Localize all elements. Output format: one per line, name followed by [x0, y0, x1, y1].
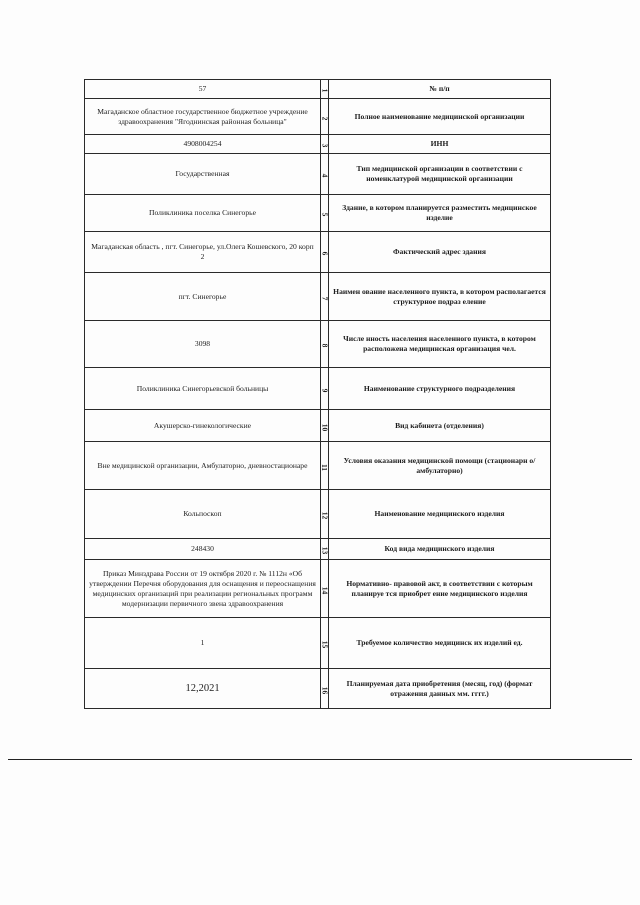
- value-cell: Государственная: [85, 154, 321, 195]
- label-cell: Полное наименование медицинской организации: [329, 99, 551, 135]
- value-cell: 3098: [85, 321, 321, 368]
- table-row: [85, 135, 551, 154]
- row-number: 3: [320, 143, 329, 148]
- label-cell: Код вида медицинского изделия: [329, 539, 551, 560]
- row-number: 5: [320, 212, 329, 217]
- row-number: 7: [320, 296, 329, 300]
- label-cell: Вид кабинета (отделения): [329, 410, 551, 442]
- value-cell: 57: [85, 80, 321, 99]
- label-cell: Требуемое количество медицинск их изделий ед.: [329, 618, 551, 669]
- row-number: 2: [320, 116, 329, 120]
- label-cell: Нормативно- правовой акт, в соответствии с которым планируе тся приобрет ение медицинского изделия: [329, 560, 551, 618]
- label-cell: Тип медицинской организации в соответствии с номенклатурой медицинской организации: [329, 154, 551, 195]
- value-cell: Вне медицинской организации, Амбулаторно, дневностационаре: [85, 442, 321, 490]
- value-cell: 12,2021: [85, 669, 321, 709]
- row-number: 8: [320, 343, 329, 348]
- table-row: [85, 442, 551, 490]
- table-row: [85, 539, 551, 560]
- value-cell: Приказ Минздрава России от 19 октября 2020 г. № 1112н «Об утверждении Перечня оборудования для оснащения и переоснащения медицинских организаций при реализации региональных программ модернизации первичного звена здравоохранения: [85, 560, 321, 618]
- row-number: 10: [320, 423, 330, 431]
- table-row: [85, 321, 551, 368]
- table-row: [85, 195, 551, 232]
- label-cell: № п/п: [329, 80, 551, 99]
- row-number: 6: [320, 251, 329, 256]
- table-row: [85, 232, 551, 273]
- value-cell: Магаданская область , пгт. Синегорье, ул.Олега Кошевского, 20 корп 2: [85, 232, 321, 273]
- page-divider: [8, 759, 632, 760]
- row-number: 16: [320, 686, 330, 694]
- label-cell: Планируемая дата приобретения (месяц, год) (формат отражения данных мм. гггг.): [329, 669, 551, 709]
- row-number: 9: [320, 388, 329, 392]
- value-cell: 4908004254: [85, 135, 321, 154]
- label-cell: Наименование структурного подразделения: [329, 368, 551, 410]
- label-cell: Наимен ование населенного пункта, в котором располагается структурное подраз еление: [329, 273, 551, 321]
- value-cell: 1: [85, 618, 321, 669]
- table-row: [85, 560, 551, 618]
- value-cell: Поликлиника Синегорьевской больницы: [85, 368, 321, 410]
- table-row: [85, 368, 551, 410]
- value-cell: пгт. Синегорье: [85, 273, 321, 321]
- value-cell: Магаданское областное государственное бюджетное учреждение здравоохранения "Ягоднинская районная больница": [85, 99, 321, 135]
- row-number: 11: [320, 463, 330, 471]
- row-number: 12: [320, 511, 330, 520]
- table-row: [85, 99, 551, 135]
- table-row: [85, 273, 551, 321]
- label-cell: Фактический адрес здания: [329, 232, 551, 273]
- value-cell: Кольпоскоп: [85, 490, 321, 539]
- table-row: [85, 669, 551, 709]
- label-cell: Наименование медицинского изделия: [329, 490, 551, 539]
- row-number: 4: [320, 173, 329, 178]
- table-row: [85, 80, 551, 99]
- form-table: [84, 79, 551, 709]
- table-row: [85, 410, 551, 442]
- label-cell: Числе нность населения населенного пункта, в котором расположена медицинская организация чел.: [329, 321, 551, 368]
- table-row: [85, 154, 551, 195]
- row-number: 14: [320, 586, 330, 594]
- value-cell: 248430: [85, 539, 321, 560]
- value-cell: Акушерско-гинекологические: [85, 410, 321, 442]
- row-number: 13: [320, 546, 330, 555]
- label-cell: Здание, в котором планируется разместить медицинское изделие: [329, 195, 551, 232]
- row-number: 1: [320, 88, 329, 93]
- label-cell: Условия оказания медицинской помощи (стационарн о/амбулаторно): [329, 442, 551, 490]
- table-row: [85, 490, 551, 539]
- row-number: 15: [320, 640, 330, 649]
- table-row: [85, 618, 551, 669]
- label-cell: ИНН: [329, 135, 551, 154]
- value-cell: Поликлиника поселка Синегорье: [85, 195, 321, 232]
